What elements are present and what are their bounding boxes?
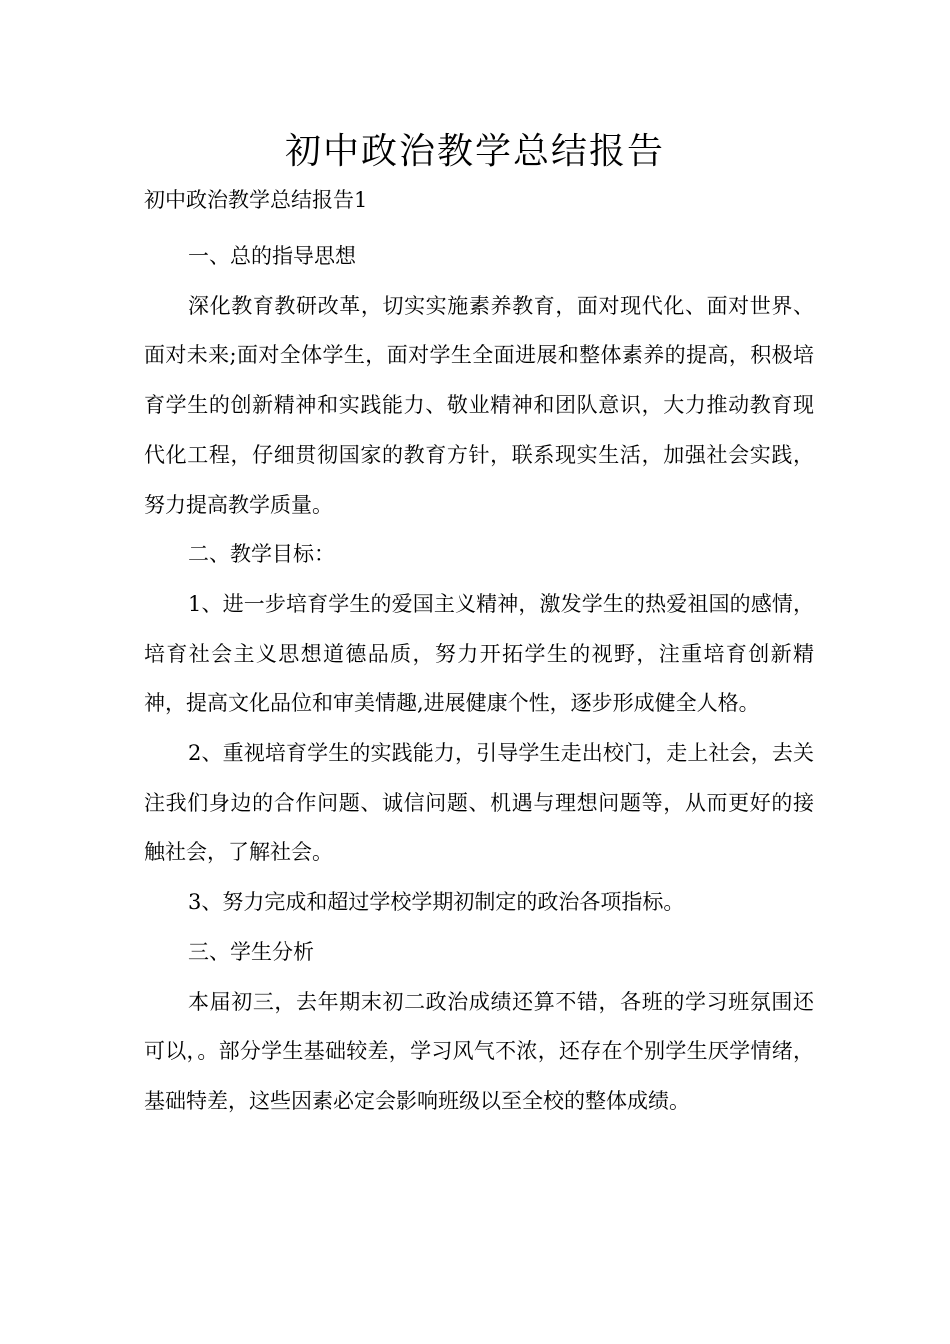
body-paragraph: 1、进一步培育学生的爱国主义精神，激发学生的热爱祖国的感情，培育社会主义思想道德品质，努力开拓学生的视野，注重培育创新精神，提高文化品位和审美情趣,进展健康个性，逐步形成健全人格。 xyxy=(144,591,814,716)
document-body xyxy=(144,232,814,1127)
body-paragraph: 深化教育教研改革，切实实施素养教育，面对现代化、面对世界、面对未来;面对全体学生，面对学生全面进展和整体素养的提高，积极培育学生的创新精神和实践能力、敬业精神和团队意识，大力推动教育现代化工程，仔细贯彻国家的教育方针，联系现实生活，加强社会实践，努力提高教学质量。 xyxy=(144,293,814,517)
section-heading: 二、教学目标： xyxy=(188,542,335,567)
document-subtitle: 初中政治教学总结报告1 xyxy=(144,188,368,212)
section-heading: 三、学生分析 xyxy=(188,939,314,964)
body-paragraph: 3、努力完成和超过学校学期初制定的政治各项指标。 xyxy=(188,890,685,915)
section-heading: 一、总的指导思想 xyxy=(188,244,356,268)
document-title: 初中政治教学总结报告 xyxy=(284,131,665,172)
body-paragraph: 2、重视培育学生的实践能力，引导学生走出校门，走上社会，去关注我们身边的合作问题、诚信问题、机遇与理想问题等，从而更好的接触社会，了解社会。 xyxy=(144,741,814,865)
body-paragraph: 本届初三，去年期末初二政治成绩还算不错，各班的学习班氛围还可以，。部分学生基础较差，学习风气不浓，还存在个别学生厌学情绪，基础特差，这些因素必定会影响班级以至全校的整体成绩。 xyxy=(144,989,814,1113)
